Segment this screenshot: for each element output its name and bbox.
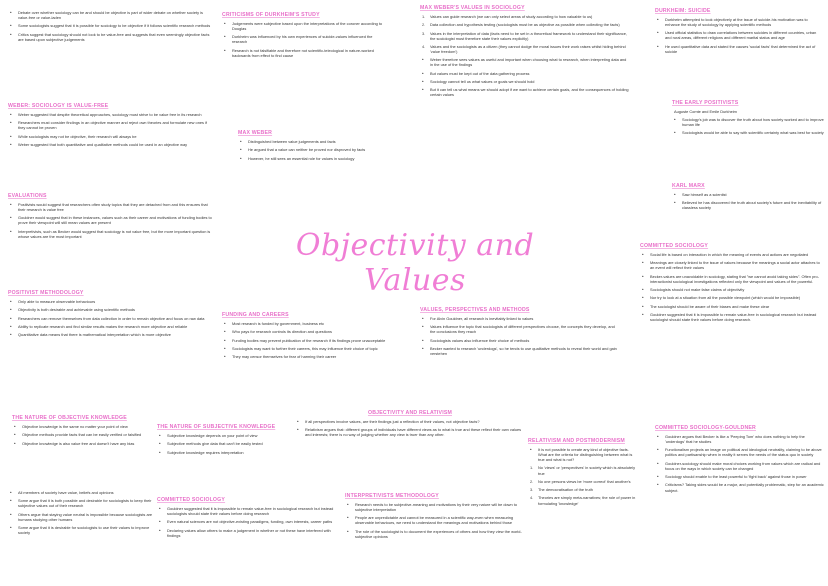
- list-item: • Positivists would suggest that researchers often study topics that they are detached from and this ensures that their research is value free: [8, 202, 213, 212]
- list-item: • Gouldner suggested that it is impossible to remain value-free in sociological research but instead sociologist should state their values before doing research.: [640, 312, 824, 322]
- list-item: • Funding bodies may prevent publication of the research if its findings prove unacceptable: [222, 338, 397, 343]
- list-item: • Weber therefore sees values as useful and important when choosing what to research, when interpreting data and in the use of the findings: [420, 57, 630, 67]
- list-item: • Criticisms? Taking sides would be a major, and potentially problematic, step for an academic subject.: [655, 482, 825, 492]
- list-item: • Debate over whether sociology can be and should be objective is part of wider debate on whether society is value-free or value-laden: [8, 10, 213, 20]
- list-item: • For Alvin Gouldner, all research is inevitably linked to values: [420, 316, 620, 321]
- list-item: • He used quantitative data and stated the causes 'social facts' that determined the act of suicide: [655, 44, 823, 54]
- objectivity-relativism-block: [295, 410, 525, 441]
- list-item: • Subjective knowledge requires interpretation: [157, 450, 287, 455]
- list-item: • Social life is based on interaction in which the meaning of events and actions are negotiated: [640, 252, 824, 257]
- list-item: • Weber suggested that despite theoretical approaches, sociology must strive to be value free in its research: [8, 112, 213, 117]
- list-item: • Distinguished between value judgements and facts: [238, 139, 393, 144]
- list-item: 3. Values in the interpretation of data (facts need to be set in a theoretical framework to understand their significance, the sociologist must therefore state their values explicitly): [420, 31, 630, 41]
- section-heading: OBJECTIVITY AND RELATIVISM: [367, 410, 453, 416]
- list-item: • Becker-values are unavoidable in sociology, stating that "we cannot avoid taking sides". Often pro-interactionist sociological investigations reflected only the viewpoint and values of the powerful.: [640, 274, 824, 284]
- durkheim-suicide-block: [655, 8, 823, 57]
- list-item: • Relativism argues that: different groups of individuals have different views as to what is true and these reflect their own values and interests; there is no way of judging whether any view is truer than any other.: [295, 427, 525, 437]
- list-item: • Researchers must consider findings in an objective manner and reject own theories and formulate new ones if they cannot be proven: [8, 120, 213, 130]
- list-item: • Objectivity is both desirable and achievable using scientific methods: [8, 307, 213, 312]
- list-item: • Weber suggested that both quantitative and qualitative methods could be used in an objective way: [8, 142, 213, 147]
- max-weber-block: [238, 130, 393, 164]
- gouldner-block: [655, 425, 825, 496]
- list-item: • Becker wanted to research 'underdogs', so he tends to use qualitative methods to reveal their world and gain verstehen: [420, 346, 620, 356]
- list-item: • Some argue that it is desirable for sociologists to use their values to improve society: [8, 525, 158, 535]
- list-item: • Most research is funded by government, business etc: [222, 321, 397, 326]
- page-title: Objectivity and Values: [295, 228, 535, 298]
- list-item: • Gouldner argues that Becker is like a 'Peeping Tom' who does nothing to help the 'underdogs' that he studies: [655, 434, 825, 444]
- weber-values-block: [420, 5, 630, 101]
- list-item: • However, he still sees an essential role for values in sociology: [238, 156, 393, 161]
- list-item: 2. No one persons views be 'more correct' that another's: [528, 479, 638, 484]
- committed-sociology-right-block: [640, 243, 824, 325]
- committed-sociology-left-block: [157, 497, 337, 541]
- list-item: • Durkheim attempted to look objectively at the issue of suicide-his motivation was to enhance the study of sociology by applying scientific methods: [655, 17, 823, 27]
- list-item: • Meanings are closely linked to the issue of values because the meanings a social actor attaches to an event will reflect their values: [640, 260, 824, 270]
- values-society-block: [8, 490, 158, 538]
- list-item: • Durkheim was influenced by his own experiences of suicide-values influenced the research: [222, 34, 387, 44]
- list-item: 4. Values and the sociologists as a citizen (they cannot dodge the moral issues their work raises whilst hiding behind 'value freedom'): [420, 44, 630, 54]
- list-item: • Gouldner-sociology should make moral choices working from values which are radical and focus on the ways in which society can be changed: [655, 461, 825, 471]
- section-heading: THE EARLY POSITIVISTS: [672, 100, 739, 106]
- list-item: • Nor try to look at a situation from all the possible viewpoint (which would be impossible): [640, 295, 824, 300]
- subjective-knowledge-block: [157, 424, 287, 458]
- list-item: • Gouldner would suggest that in these instances, values such as their career and motivations of funding bodies to prove their viewpoint will still mean values are present: [8, 215, 213, 225]
- list-item: • Used official statistics to draw correlations between suicides in different countries, urban and rural areas, different religions and different marital status and age: [655, 30, 823, 40]
- section-heading: MAX WEBER'S VALUES IN SOCIOLOGY: [420, 5, 525, 11]
- list-item: • Only able to measure observable behaviours: [8, 299, 213, 304]
- list-item: 2. Data collection and hypothesis testing (sociologists must be as objective as possible when collecting the facts): [420, 22, 630, 27]
- list-item: • Judgements were subjective based upon the interpretations of the coroner according to Douglas: [222, 21, 387, 31]
- interpretivist-methodology-block: [345, 493, 525, 542]
- evaluations-block: [8, 193, 213, 242]
- list-item: • Sociologists may want to further their careers, this may influence their choice of topic: [222, 346, 397, 351]
- section-heading: THE NATURE OF OBJECTIVE KNOWLEDGE: [12, 415, 127, 421]
- section-heading: FUNDING AND CAREERS: [222, 312, 289, 318]
- section-heading: THE NATURE OF SUBJECTIVE KNOWLEDGE: [157, 424, 276, 430]
- list-item: • Quantitative data means that there is mathematical interpretation which is more objective: [8, 332, 213, 337]
- relativism-postmodernism-block: [528, 438, 638, 509]
- list-item: • Researchers can remove themselves from data collection in order to remain objective and focus on raw data: [8, 316, 213, 321]
- list-item: • The role of the sociologist is to document the experiences of others and how they view the world-subjective opinions: [345, 529, 525, 539]
- list-item: • Subjective methods give data that can't be easily tested: [157, 441, 287, 446]
- list-item: • Research is not falsifiable and therefore not scientific-teleological in nature-worked backwards from effect to find cause: [222, 48, 387, 58]
- list-item: • Objective knowledge is also value free and doesn't have any bias: [12, 441, 152, 446]
- list-item: • It is not possible to create any kind of objective facts. What are the criteria for distinguishing between what is true and what is not?: [528, 447, 638, 462]
- list-item: • Ability to replicate research and find similar results makes the research more objective and reliable: [8, 324, 213, 329]
- weber-value-free-block: [8, 103, 213, 150]
- list-item: • Sociologists should not make false claims of objectivity: [640, 287, 824, 292]
- section-heading: DURKHEIM: SUICIDE: [655, 8, 711, 14]
- list-item: 1. Values can guide research (we can only select areas of study according to how valuable to us): [420, 14, 630, 19]
- section-heading: INTERPRETIVISTS METHODOLOGY: [345, 493, 439, 499]
- section-heading: COMMITTED SOCIOLOGY-GOULDNER: [655, 425, 756, 431]
- durkheim-criticisms-block: [222, 12, 387, 61]
- list-item: • People are unpredictable and cannot be measured in a scientific way-even when measuring observable behaviours, we need to understand the meanings and motivations behind those: [345, 515, 525, 525]
- list-item: • Sociology should enable to the least powerful to 'fight back' against those in power: [655, 474, 825, 479]
- list-item: 1. No 'views' or 'perspectives' in society which is absolutely true: [528, 465, 638, 475]
- list-item: • Interpretivists, such as Becker would suggest that sociology is not value free, but the more important question is whose values are the most important: [8, 229, 213, 239]
- intro-block: [8, 10, 213, 45]
- section-heading: POSITIVIST METHODOLOGY: [8, 290, 84, 296]
- list-item: • Believed he has discovered the truth about society's future and the inevitability of classless society: [672, 200, 824, 210]
- objective-knowledge-block: [12, 415, 152, 449]
- list-item: • If all perspectives involve values, are their findings just a reflection of their values, not objective facts?: [295, 419, 525, 424]
- section-heading: RELATIVISM AND POSTMODERNISM: [528, 438, 625, 444]
- values-perspectives-block: [420, 307, 620, 359]
- list-item: • Saw himself as a scientist: [672, 192, 824, 197]
- positivist-methodology-block: [8, 290, 213, 340]
- list-item: • Sociology's job was to discover the truth about how society worked and to improve human life: [672, 117, 824, 127]
- section-heading: MAX WEBER: [238, 130, 273, 136]
- list-item: • Gouldner suggested that it is impossible to remain value-free in sociological research but instead sociologists should state their values before doing research: [157, 506, 337, 516]
- list-item: • Values influence the topic that sociologists of different perspectives choose, the concepts they develop, and the conclusions they reach: [420, 324, 620, 334]
- list-item: • Sociologists would be able to say with scientific certainty what was best for society: [672, 130, 824, 135]
- section-heading: VALUES, PERSPECTIVES AND METHODS: [420, 307, 530, 313]
- list-item: • Even natural sciences are not objective-existing paradigms, funding, own interests, career paths: [157, 519, 337, 524]
- list-item: • Functionalism projects an image on political and ideological neutrality, claiming to be above politics and partisanship when in reality it serves the needs of the status quo in society: [655, 447, 825, 457]
- list-item: • Critics suggest that sociology should not look to be value-free and suggests that even seemingly objective facts are based upon subjective judgements: [8, 32, 213, 42]
- list-item: • But it can tell us what means we should adopt if we want to achieve certain goals, and the consequences of holding certain values: [420, 87, 630, 97]
- list-item: 4. Theories are simply meta-narratives; the role of power in formulating 'knowledge': [528, 495, 638, 505]
- section-heading: WEBER: SOCIOLOGY IS VALUE-FREE: [8, 103, 109, 109]
- list-item: • Declaring values allow others to make a judgement in whether or not these have interfered with findings: [157, 528, 337, 538]
- list-item: 3. The democratisation of the truth: [528, 487, 638, 492]
- section-heading: KARL MARX: [672, 183, 705, 189]
- section-heading: EVALUATIONS: [8, 193, 47, 199]
- list-item: • But values must be kept out of the data gathering process: [420, 71, 630, 76]
- section-heading: CRITICISMS OF DURKHEIM'S STUDY: [222, 12, 320, 18]
- list-item: • While sociologists may not be objective, their research will always be: [8, 134, 213, 139]
- list-item: • Objective methods provide facts that can be easily verified or falsified: [12, 432, 152, 437]
- list-item: • Research needs to be subjective-meaning and motivations by their very nature will be down to subjective interpretation: [345, 502, 525, 512]
- list-item: • He argued that a value can neither be proved nor disproved by facts: [238, 147, 393, 152]
- early-positivists-block: [672, 100, 824, 139]
- list-item: • The sociologist should be aware of their biases and make these clear: [640, 304, 824, 309]
- list-item: • Others argue that staying value neutral is impossible because sociologists are humans studying other humans: [8, 512, 158, 522]
- list-item: • Some argue that it is both possible and desirable for sociologists to keep their subjective values out of their research: [8, 498, 158, 508]
- section-heading: COMMITTED SOCIOLOGY: [157, 497, 226, 503]
- list-item: • Sociologists values also influence their choice of methods: [420, 338, 620, 343]
- karl-marx-block: [672, 183, 824, 214]
- list-item: • They may censor themselves for fear of harming their career: [222, 354, 397, 359]
- section-heading: COMMITTED SOCIOLOGY: [640, 243, 709, 249]
- list-item: • Sociology cannot tell us what values or goals we should hold: [420, 79, 630, 84]
- list-item: • Who pays for research controls its direction and questions: [222, 329, 397, 334]
- list-item: • Objective knowledge is the same no matter your point of view: [12, 424, 152, 429]
- funding-careers-block: [222, 312, 397, 362]
- list-item: • All members of society have value, beliefs and opinions: [8, 490, 158, 495]
- section-subheading: Auguste Comte and Emile Durkheim: [674, 109, 737, 114]
- list-item: • Subjective knowledge depends on your point of view: [157, 433, 287, 438]
- list-item: • Some sociologists suggest that it is possible for sociology to be objective if it follows scientific research methods: [8, 23, 213, 28]
